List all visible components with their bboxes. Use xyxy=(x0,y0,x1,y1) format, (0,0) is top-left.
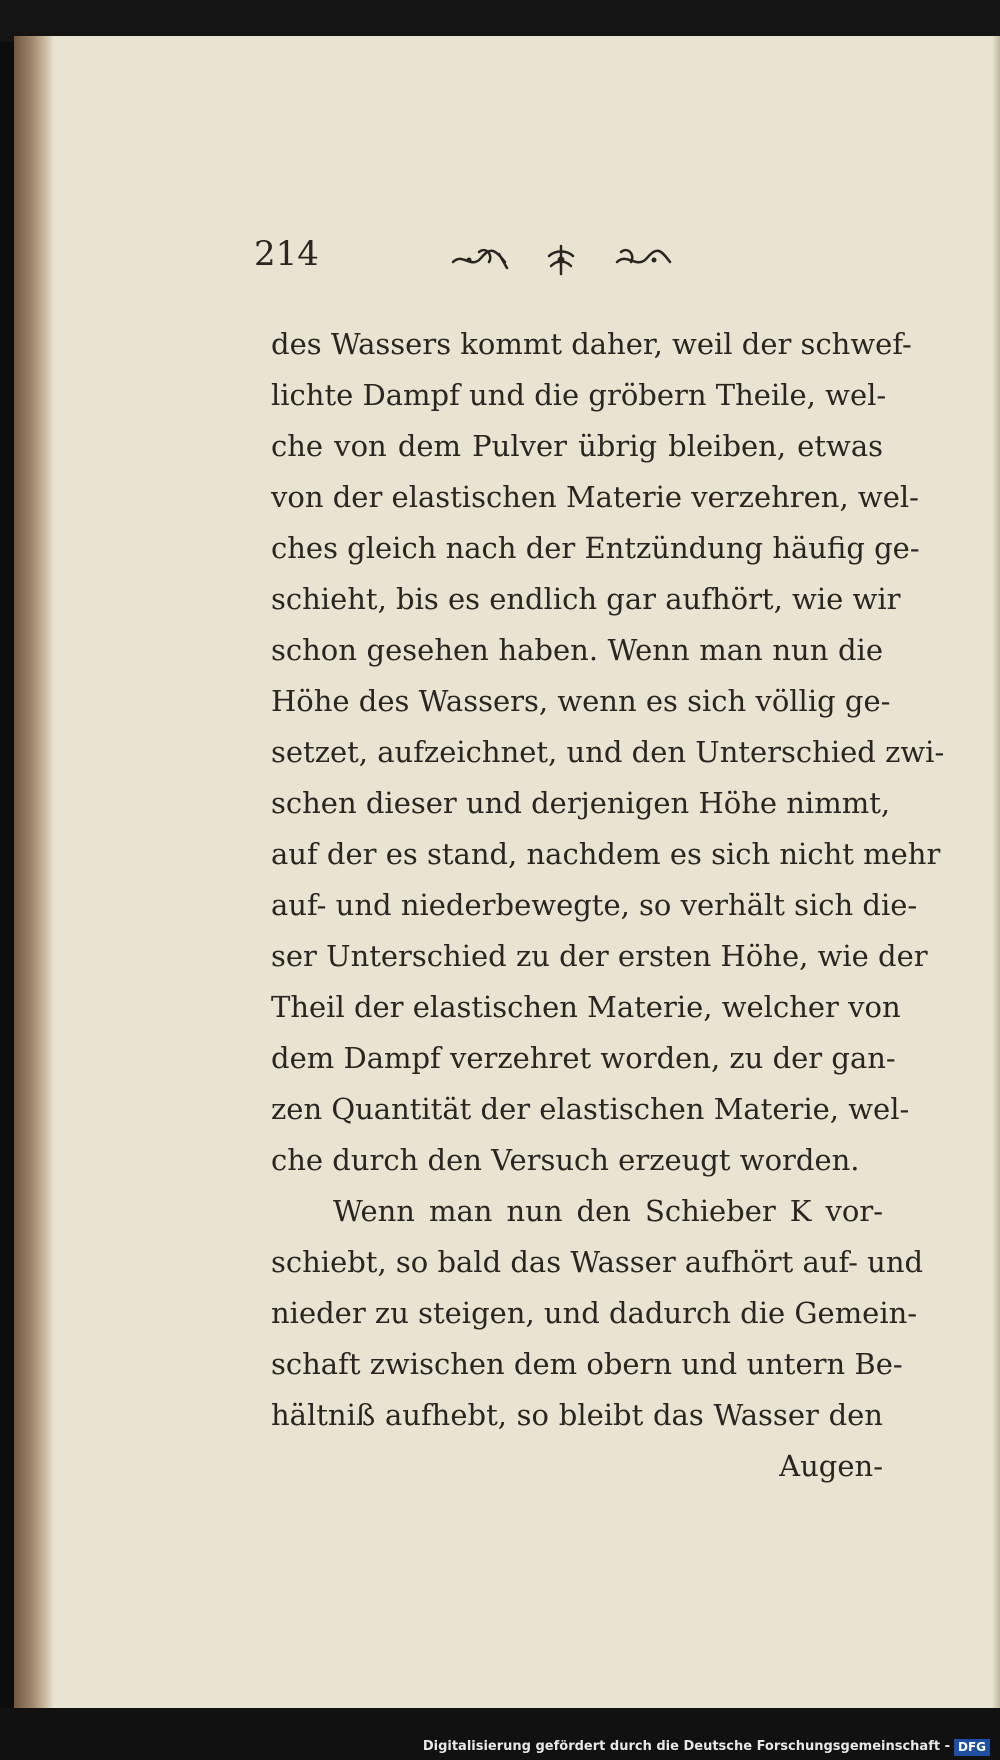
dfg-logo: DFG xyxy=(954,1739,990,1756)
text-line: nieder zu steigen, und dadurch die Gemein- xyxy=(271,1296,918,1330)
text-line: des Wassers kommt daher, weil der schwef- xyxy=(271,327,912,361)
text-line: Höhe des Wassers, wenn es sich völlig ge- xyxy=(271,684,891,718)
page-binding-shadow xyxy=(14,36,54,1708)
ornament-icon xyxy=(449,240,674,280)
text-line: schaft zwischen dem obern und untern Be- xyxy=(271,1347,903,1381)
text-line: Wenn man nun den Schieber K vor- xyxy=(333,1194,883,1228)
text-line: auf- und niederbewegte, so verhält sich die- xyxy=(271,888,918,922)
text-line: che durch den Versuch erzeugt worden. xyxy=(271,1143,860,1177)
page-number: 214 xyxy=(254,234,319,274)
text-line: dem Dampf verzehret worden, zu der gan- xyxy=(271,1041,896,1075)
text-line: ser Unterschied zu der ersten Höhe, wie der xyxy=(271,939,928,973)
text-line: lichte Dampf und die gröbern Theile, wel- xyxy=(271,378,887,412)
text-line: che von dem Pulver übrig bleiben, etwas xyxy=(271,429,883,463)
text-line: ches gleich nach der Entzündung häufig ge- xyxy=(271,531,920,565)
credit-text: Digitalisierung gefördert durch die Deutsche Forschungsgemeinschaft - xyxy=(422,1739,950,1754)
text-line: auf der es stand, nachdem es sich nicht mehr xyxy=(271,837,941,871)
text-line: schon gesehen haben. Wenn man nun die xyxy=(271,633,883,667)
page-header xyxy=(254,234,894,294)
text-line: setzet, aufzeichnet, und den Unterschied zwi- xyxy=(271,735,945,769)
text-line: schen dieser und derjenigen Höhe nimmt, xyxy=(271,786,891,820)
catchword: Augen- xyxy=(779,1449,883,1483)
page-edge-shadow xyxy=(992,36,1000,1708)
book-page xyxy=(14,36,1000,1708)
digitization-credit xyxy=(423,1736,990,1758)
text-line: von der elastischen Materie verzehren, wel- xyxy=(271,480,919,514)
text-line: zen Quantität der elastischen Materie, wel- xyxy=(271,1092,910,1126)
body-text xyxy=(271,319,945,1492)
text-line: Theil der elastischen Materie, welcher von xyxy=(271,990,901,1024)
text-line: schieht, bis es endlich gar aufhört, wie wir xyxy=(271,582,901,616)
text-line: hältniß aufhebt, so bleibt das Wasser den xyxy=(271,1398,883,1432)
text-line: schiebt, so bald das Wasser aufhört auf- und xyxy=(271,1245,924,1279)
scan-footer-bar xyxy=(0,1708,1000,1760)
